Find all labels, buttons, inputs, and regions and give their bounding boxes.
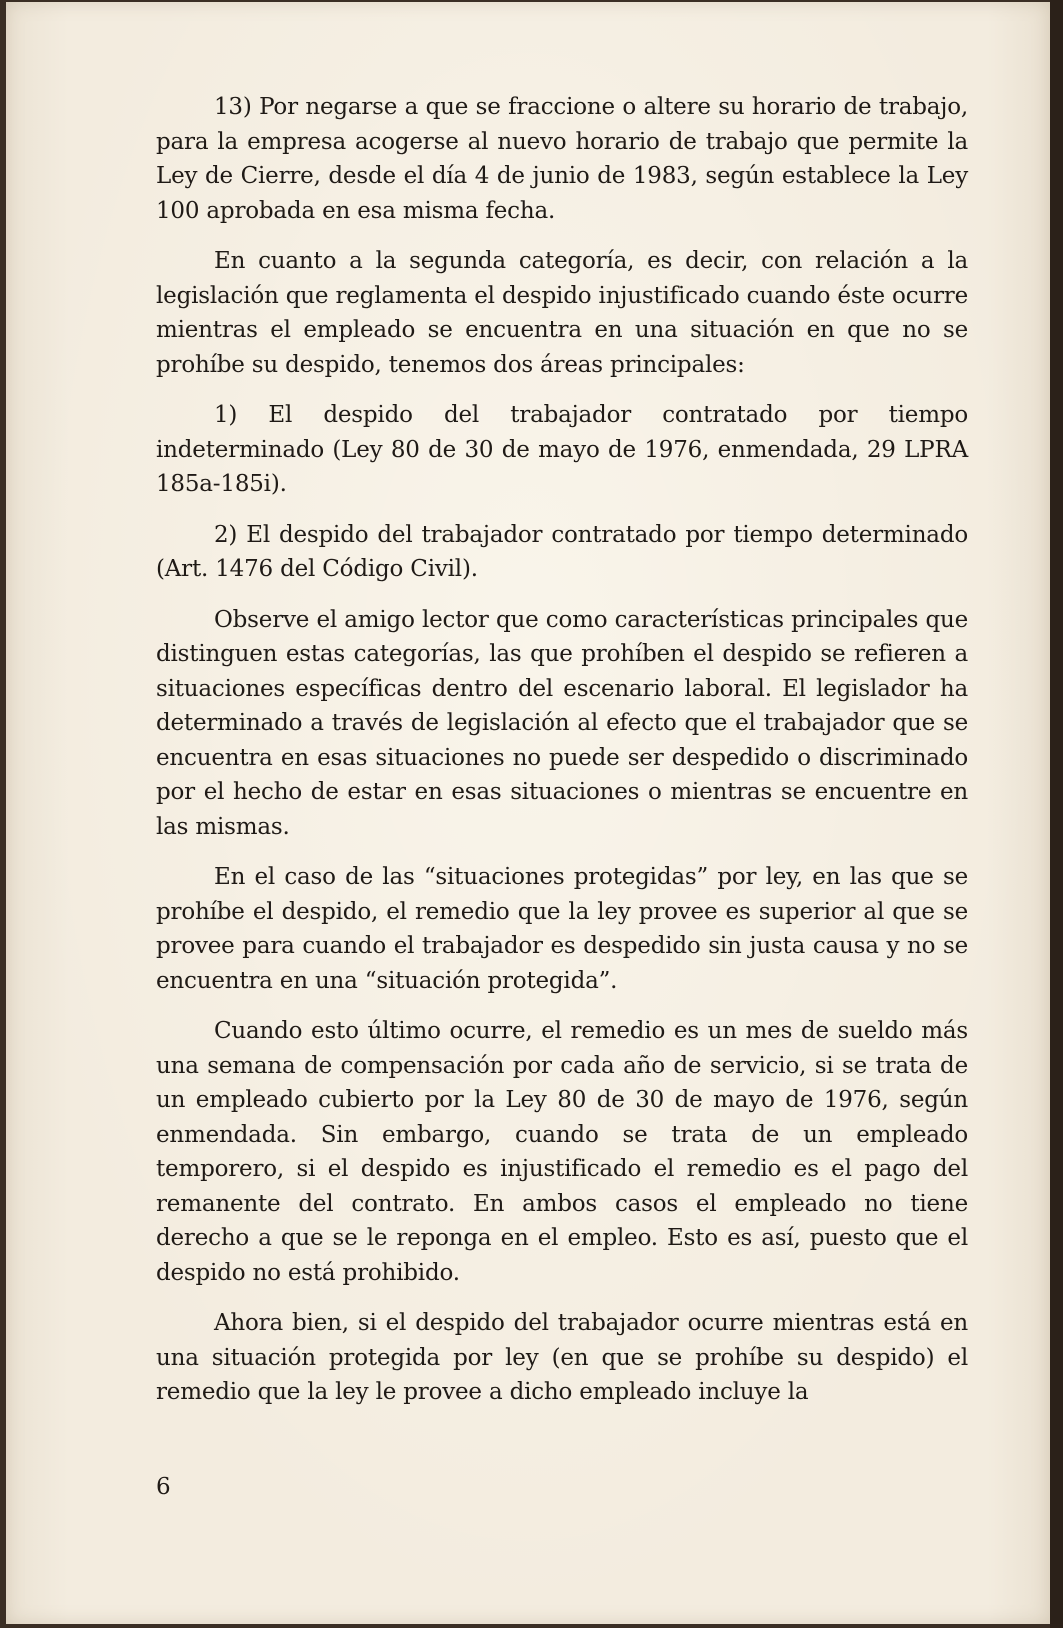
paragraph-list-item-1: 1) El despido del trabajador contratado por tiempo indeterminado (Ley 80 de 30 de mayo de 1976, enmendada, 29 LPRA 185a-185i). — [156, 402, 968, 497]
paragraph-second-category: En cuanto a la segunda categoría, es decir, con relación a la legislación que reglamenta el despido injustificado cuando éste ocurre mientras el empleado se encuentra en una situación en que no se prohíbe su despido, tenemos dos áreas principales: — [156, 248, 968, 378]
paragraph-remedy: Cuando esto último ocurre, el remedio es un mes de sueldo más una semana de compensación por cada año de servicio, si se trata de un empleado cubierto por la Ley 80 de 30 de mayo de 1976, según enmendada. Sin embargo, cuando se trata de un empleado temporero, si el despido es injustificado el remedio es el pago del remanente del contrato. En ambos casos el empleado no tiene derecho a que se le reponga en el empleo. Esto es así, puesto que el despido no está prohibido. — [156, 1018, 968, 1286]
paragraph-item-13: 13) Por negarse a que se fraccione o altere su horario de trabajo, para la empresa acogerse al nuevo horario de trabajo que permite la Ley de Cierre, desde el día 4 de junio de 1983, según establece la Ley 100 aprobada en esa misma fecha. — [156, 94, 968, 224]
body-text — [156, 90, 968, 1410]
book-edge-shadow — [1050, 0, 1063, 1628]
book-page — [6, 2, 1050, 1624]
page-number: 6 — [156, 1474, 171, 1500]
paragraph-list-item-2: 2) El despido del trabajador contratado por tiempo determinado (Art. 1476 del Código Civil). — [156, 521, 968, 582]
paragraph-however: Ahora bien, si el despido del trabajador ocurre mientras está en una situación protegida por ley (en que se prohíbe su despido) el remedio que la ley le provee a dicho empleado incluye la — [156, 1310, 968, 1405]
paragraph-observe: Observe el amigo lector que como características principales que distinguen estas categorías, las que prohíben el despido se refieren a situaciones específicas dentro del escenario laboral. El legislador ha determinado a través de legislación al efecto que el trabajador que se encuentra en esas situaciones no puede ser despedido o discriminado por el hecho de estar en esas situaciones o mientras se encuentre en las mismas. — [156, 606, 968, 840]
paragraph-protected-situations: En el caso de las “situaciones protegidas” por ley, en las que se prohíbe el despido, el remedio que la ley provee es superior al que se provee para cuando el trabajador es despedido sin justa causa y no se encuentra en una “situación protegida”. — [156, 864, 968, 994]
